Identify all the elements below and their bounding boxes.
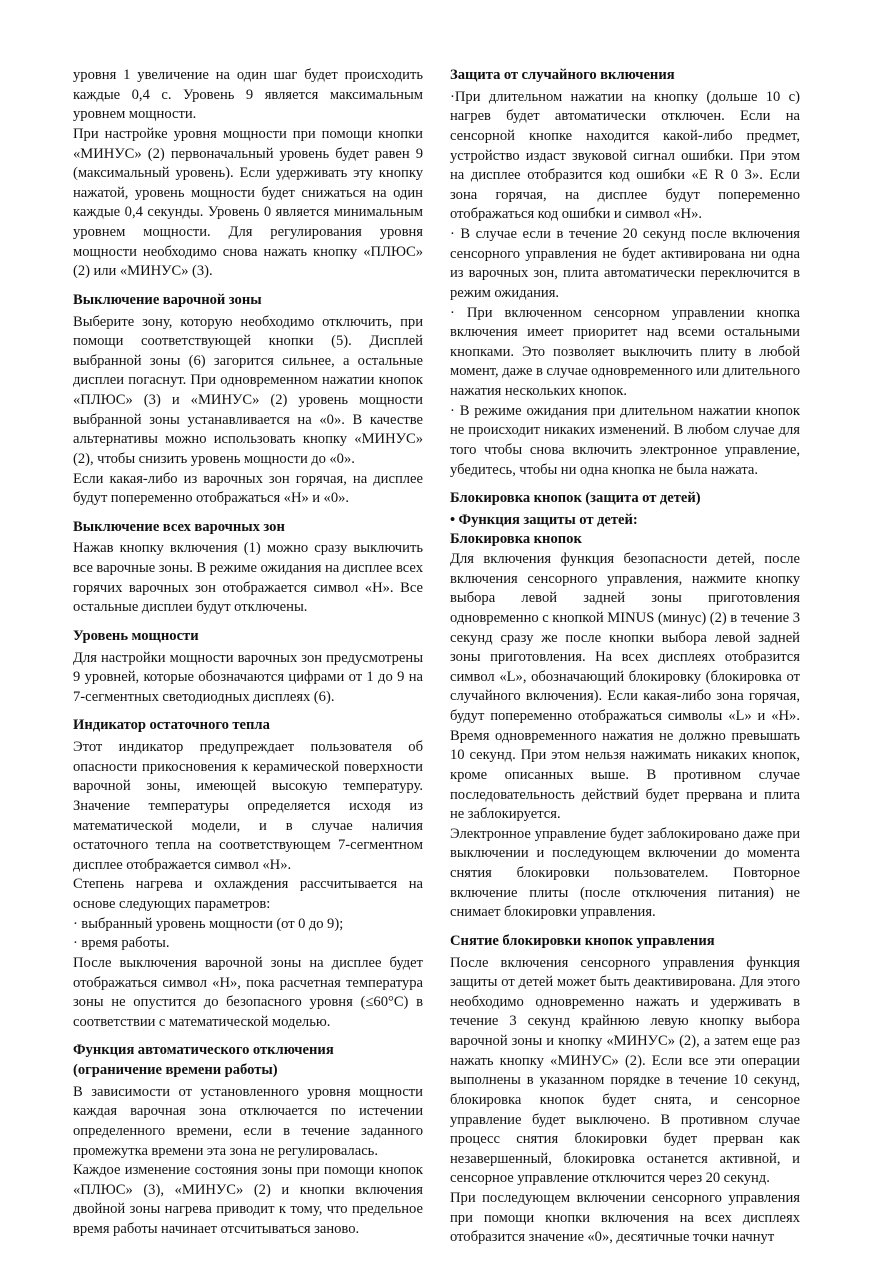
- section-heading: Выключение варочной зоны: [73, 291, 262, 308]
- paragraph: · время работы.: [73, 935, 170, 952]
- paragraph: · выбранный уровень мощности (от 0 до 9);: [73, 915, 344, 932]
- paragraph: Степень нагрева и охлаждения рассчитывается на основе следующих параметров:: [73, 876, 423, 912]
- paragraph: Если какая-либо из варочных зон горячая, на дисплее будут попеременно отображаться «Н» и «0».: [73, 470, 423, 507]
- paragraph: уровня 1 увеличение на один шаг будет происходить каждые 0,4 с. Уровень 9 является максимальным уровнем мощности.: [73, 67, 423, 123]
- section-heading: Уровень мощности: [73, 627, 199, 644]
- section-heading: Блокировка кнопок (защита от детей): [450, 490, 701, 507]
- right-column: [450, 66, 800, 1248]
- paragraph: Нажав кнопку включения (1) можно сразу выключить все варочные зоны. В режиме ожидания на дисплее всех горячих варочных зон отображается символ «Н». Все остальные дисплеи будут отключены.: [73, 540, 423, 616]
- paragraph: При настройке уровня мощности при помощи кнопки «МИНУС» (2) первоначальный уровень будет равен 9 (максимальный уровень). Если удерживать эту кнопку нажатой, уровень мощности будет снижаться на один каждые 0,4 секунды. Уровень 0 является минимальным уровнем мощности. Для регулирования уровня мощности необходимо снова нажать кнопку «ПЛЮС» (2) или «МИНУС» (3).: [73, 125, 423, 280]
- paragraph: Для включения функция безопасности детей, после включения сенсорного управления, нажмите кнопку выбора левой задней зоны приготовления одновременно с кнопкой MINUS (минус) (2) в течение 3 секунд сразу же после кнопки выбора левой задней зоны приготовления. На всех дисплеях отобразится символ «L», обозначающий блокировку (блокировка от случайного включения). Если какая-либо зона горячая, будут попеременно отображаться символы «L» и «Н». Время одновременного нажатия не должно превышать 10 секунд. При этом нельзя нажимать никаких кнопок, кроме описанных выше. В противном случае последовательность действий будет прервана и плита не заблокируется.: [450, 551, 800, 823]
- paragraph: · В случае если в течение 20 секунд после включения сенсорного управления не будет активирована ни одна из варочных зон, плита автоматически переключится в режим ожидания.: [450, 226, 800, 301]
- paragraph: В зависимости от установленного уровня мощности каждая варочная зона отключается по истечении определенного времени, если в течение заданного промежутка времени эта зона не регулировалась.: [73, 1083, 423, 1159]
- paragraph: · В режиме ожидания при длительном нажатии кнопок не происходит никаких изменений. В любом случае для того чтобы снова включить электронное управление, убедитесь, чтобы ни одна кнопка не была нажата.: [450, 402, 800, 478]
- paragraph: · При включенном сенсорном управлении кнопка включения имеет приоритет над всеми остальными кнопками. Это позволяет выключить плиту в любой момент, даже в случае одновременного или длительного нажатия нескольких кнопок.: [450, 304, 800, 399]
- paragraph: Выберите зону, которую необходимо отключить, при помощи соответствующей кнопки (5). Дисплей выбранной зоны (6) загорится сильнее, а остальные дисплеи погаснут. При одновременном нажатии кнопок «ПЛЮС» (3) и «МИНУС» (2) уровень мощности выбранной зоны устанавливается на «0». В качестве альтернативы можно использовать кнопку «МИНУС» (2), чтобы снизить уровень мощности до «0».: [73, 313, 423, 467]
- two-column-layout: [73, 66, 800, 1248]
- sub-heading: • Функция защиты от детей:: [450, 511, 638, 528]
- paragraph: Электронное управление будет заблокировано даже при выключении и последующем включении до момента снятия блокировки пользователем. Повторное включение плиты (после отключения питания) не снимает блокировки управления.: [450, 825, 800, 921]
- section-heading: Функция автоматического отключения (ограничение времени работы): [73, 1042, 334, 1078]
- section-heading: Защита от случайного включения: [450, 67, 675, 83]
- left-column: [73, 66, 423, 1240]
- section-heading: Выключение всех варочных зон: [73, 518, 285, 535]
- paragraph: После выключения варочной зоны на дисплее будет отображаться символ «Н», пока расчетная температура зоны не опустится до безопасного уровня (≤60°C) в соответствии с математической моделью.: [73, 954, 423, 1030]
- paragraph: ·При длительном нажатии на кнопку (дольше 10 с) нагрев будет автоматически отключен. Если на сенсорной кнопке находится какой-либо предмет, устройство издаст звуковой сигнал ошибки. При этом на дисплее отобразится код ошибки «E R 0 3». Если зона горячая, на дисплее будут попеременно отображаться код ошибки и символ «Н».: [450, 88, 800, 223]
- paragraph: После включения сенсорного управления функция защиты от детей может быть деактивирована. Для этого необходимо одновременно нажать и удерживать в течение 3 секунд крайнюю левую кнопку выбора варочной зоны и кнопку «МИНУС» (2), а затем еще раз нажать кнопку «МИНУС» (2). Если все эти операции выполнены в указанном порядке в течение 10 секунд, блокировка кнопок будет снята, и сенсорное управление будет выключено. В противном случае процесс снятия блокировки будет прерван как незавершенный, блокировка останется активной, и сенсорное управление отключится через 20 секунд.: [450, 954, 800, 1187]
- section-heading: Снятие блокировки кнопок управления: [450, 932, 715, 949]
- paragraph: Для настройки мощности варочных зон предусмотрены 9 уровней, которые обозначаются цифрами от 1 до 9 на 7-сегментных светодиодных дисплеях (6).: [73, 649, 423, 705]
- paragraph: Каждое изменение состояния зоны при помощи кнопок «ПЛЮС» (3), «МИНУС» (2) и кнопки включения двойной зоны нагрева приводит к тому, что предельное время работы начинает отсчитываться заново.: [73, 1162, 423, 1237]
- paragraph: При последующем включении сенсорного управления при помощи кнопки включения на всех дисплеях отобразится значение «0», десятичные точки начнут: [450, 1190, 800, 1246]
- section-heading: Индикатор остаточного тепла: [73, 717, 270, 734]
- sub-heading: Блокировка кнопок: [450, 531, 582, 548]
- paragraph: Этот индикатор предупреждает пользователя об опасности прикосновения к керамической поверхности варочной зоны, имеющей высокую температуру. Значение температуры определяется исходя из математической модели, и в случае наличия остаточного тепла на соответствующем 7-сегментном дисплее отображается символ «Н».: [73, 739, 423, 873]
